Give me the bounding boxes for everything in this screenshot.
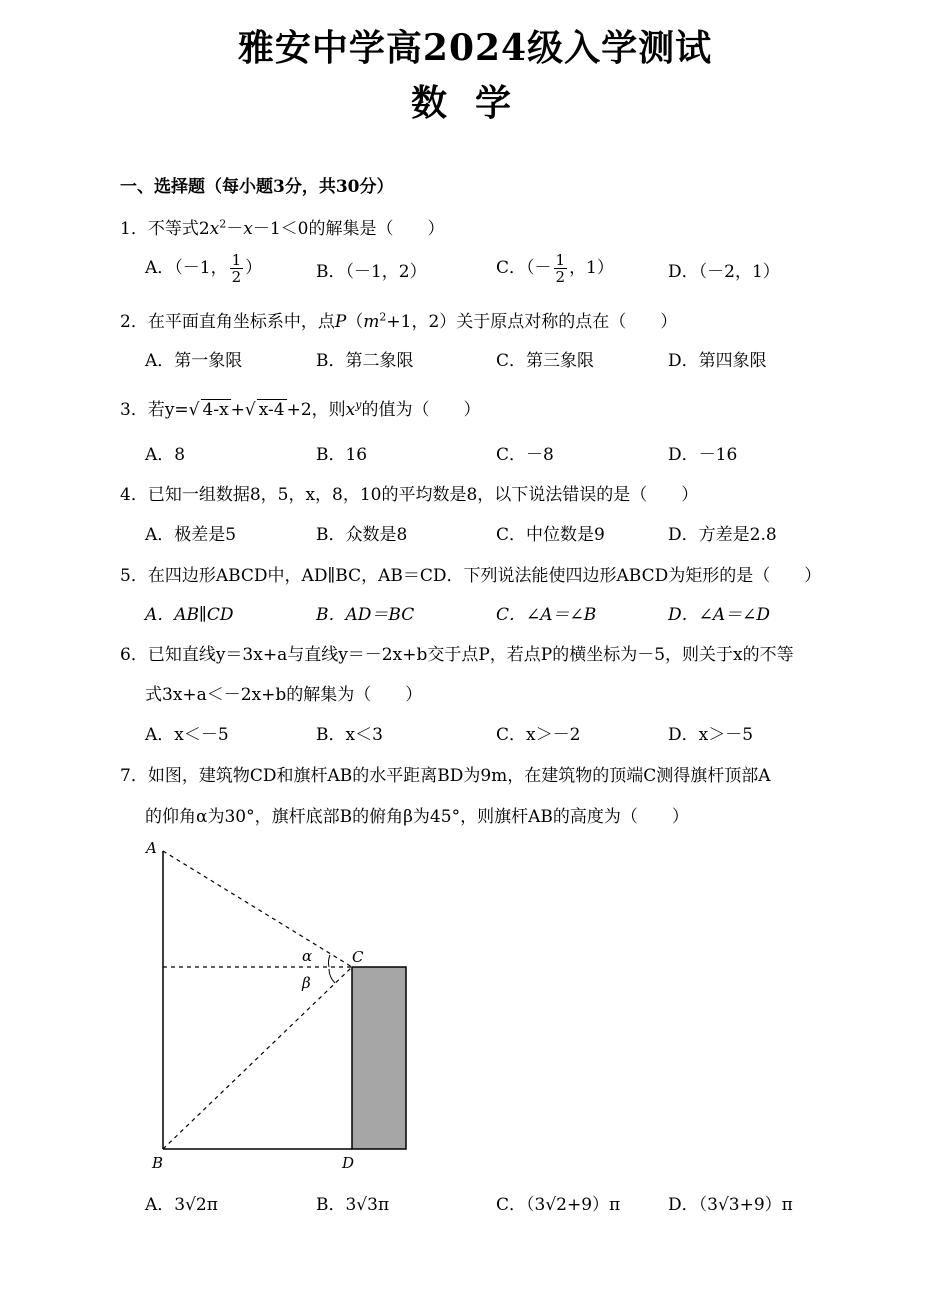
q6-option-a[interactable]: A．x＜－5 xyxy=(145,725,229,745)
section-heading: 一、选择题（每小题3分，共30分） xyxy=(120,177,394,197)
question-3: 3．若y=√ 4-x +√ x-4 +2，则$x^y$的值为（ ） xyxy=(120,398,481,420)
label-c: C xyxy=(352,948,364,966)
q2-option-a[interactable]: A．第一象限 xyxy=(145,351,243,371)
q5-option-b[interactable]: B．AD＝BC xyxy=(316,605,415,625)
q6-option-b[interactable]: B．x＜3 xyxy=(316,725,383,745)
alpha-arc xyxy=(329,955,330,967)
q1-option-b[interactable]: B．（－1，2） xyxy=(316,262,427,282)
sightline-cb xyxy=(163,967,352,1149)
q5-option-c[interactable]: C．∠A＝∠B xyxy=(496,605,597,625)
question-4: 4．已知一组数据8，5，x，8，10的平均数是8，以下说法错误的是（ ） xyxy=(120,485,699,505)
beta-arc xyxy=(329,969,335,983)
q4-option-a[interactable]: A．极差是5 xyxy=(145,525,237,545)
q6-option-d[interactable]: D．x＞－5 xyxy=(668,725,754,745)
question-7-line-1: 7．如图，建筑物CD和旗杆AB的水平距离BD为9m，在建筑物的顶端C测得旗杆顶部A xyxy=(120,766,771,786)
q1-option-c[interactable]: C．（－ $\frac{1}{2}$ ，1） xyxy=(496,251,614,286)
question-1: 1．不等式$2x^2-x-1<0$的解集是（ ） xyxy=(120,217,445,239)
question-5: 5．在四边形ABCD中，AD∥BC，AB＝CD．下列说法能使四边形ABCD为矩形的是（ ） xyxy=(120,566,822,586)
question-6-line-2: 式3x+a＜－2x+b的解集为（ ） xyxy=(145,685,423,705)
q2-option-b[interactable]: B．第二象限 xyxy=(316,351,414,371)
question-7-line-2: 的仰角α为30°，旗杆底部B的俯角β为45°，则旗杆AB的高度为（ ） xyxy=(145,807,689,827)
sightline-ca xyxy=(163,851,352,967)
q4-option-b[interactable]: B．众数是8 xyxy=(316,525,408,545)
q7-option-d[interactable]: D．（3√3+9）π xyxy=(668,1195,793,1215)
q7-option-a[interactable]: A．3√2π xyxy=(145,1195,218,1215)
subject-title: 数学 xyxy=(410,82,539,124)
label-d: D xyxy=(342,1154,355,1172)
label-alpha: α xyxy=(302,947,313,965)
label-b: B xyxy=(152,1154,164,1172)
q7-option-c[interactable]: C．（3√2+9）π xyxy=(496,1195,621,1215)
q2-option-c[interactable]: C．第三象限 xyxy=(496,351,595,371)
geometry-figure xyxy=(130,835,430,1175)
q5-option-d[interactable]: D．∠A＝∠D xyxy=(668,605,771,625)
q7-option-b[interactable]: B．3√3π xyxy=(316,1195,390,1215)
q4-option-d[interactable]: D．方差是2.8 xyxy=(668,525,777,545)
q1-option-d[interactable]: D．（－2，1） xyxy=(668,262,780,282)
label-a: A xyxy=(146,839,157,857)
q4-option-c[interactable]: C．中位数是9 xyxy=(496,525,605,545)
question-2: 2．在平面直角坐标系中，点$P(m^2+1$，2）关于原点对称的点在（ ） xyxy=(120,310,678,332)
exam-title: 雅安中学高2024级入学测试 xyxy=(237,27,713,69)
label-beta: β xyxy=(302,974,311,992)
q3-option-b[interactable]: B．16 xyxy=(316,445,368,465)
q3-option-a[interactable]: A．8 xyxy=(145,445,186,465)
q3-option-d[interactable]: D．－16 xyxy=(668,445,738,465)
building-rect xyxy=(352,967,406,1149)
question-6-line-1: 6．已知直线y＝3x+a与直线y＝－2x+b交于点P，若点P的横坐标为－5，则关于x的不等 xyxy=(120,645,794,665)
q1-option-a[interactable]: A．（－1， $\frac{1}{2}$ ） xyxy=(145,251,263,286)
q3-option-c[interactable]: C．－8 xyxy=(496,445,554,465)
q6-option-c[interactable]: C．x＞－2 xyxy=(496,725,581,745)
q2-option-d[interactable]: D．第四象限 xyxy=(668,351,767,371)
q5-option-a[interactable]: A．AB∥CD xyxy=(145,605,234,625)
